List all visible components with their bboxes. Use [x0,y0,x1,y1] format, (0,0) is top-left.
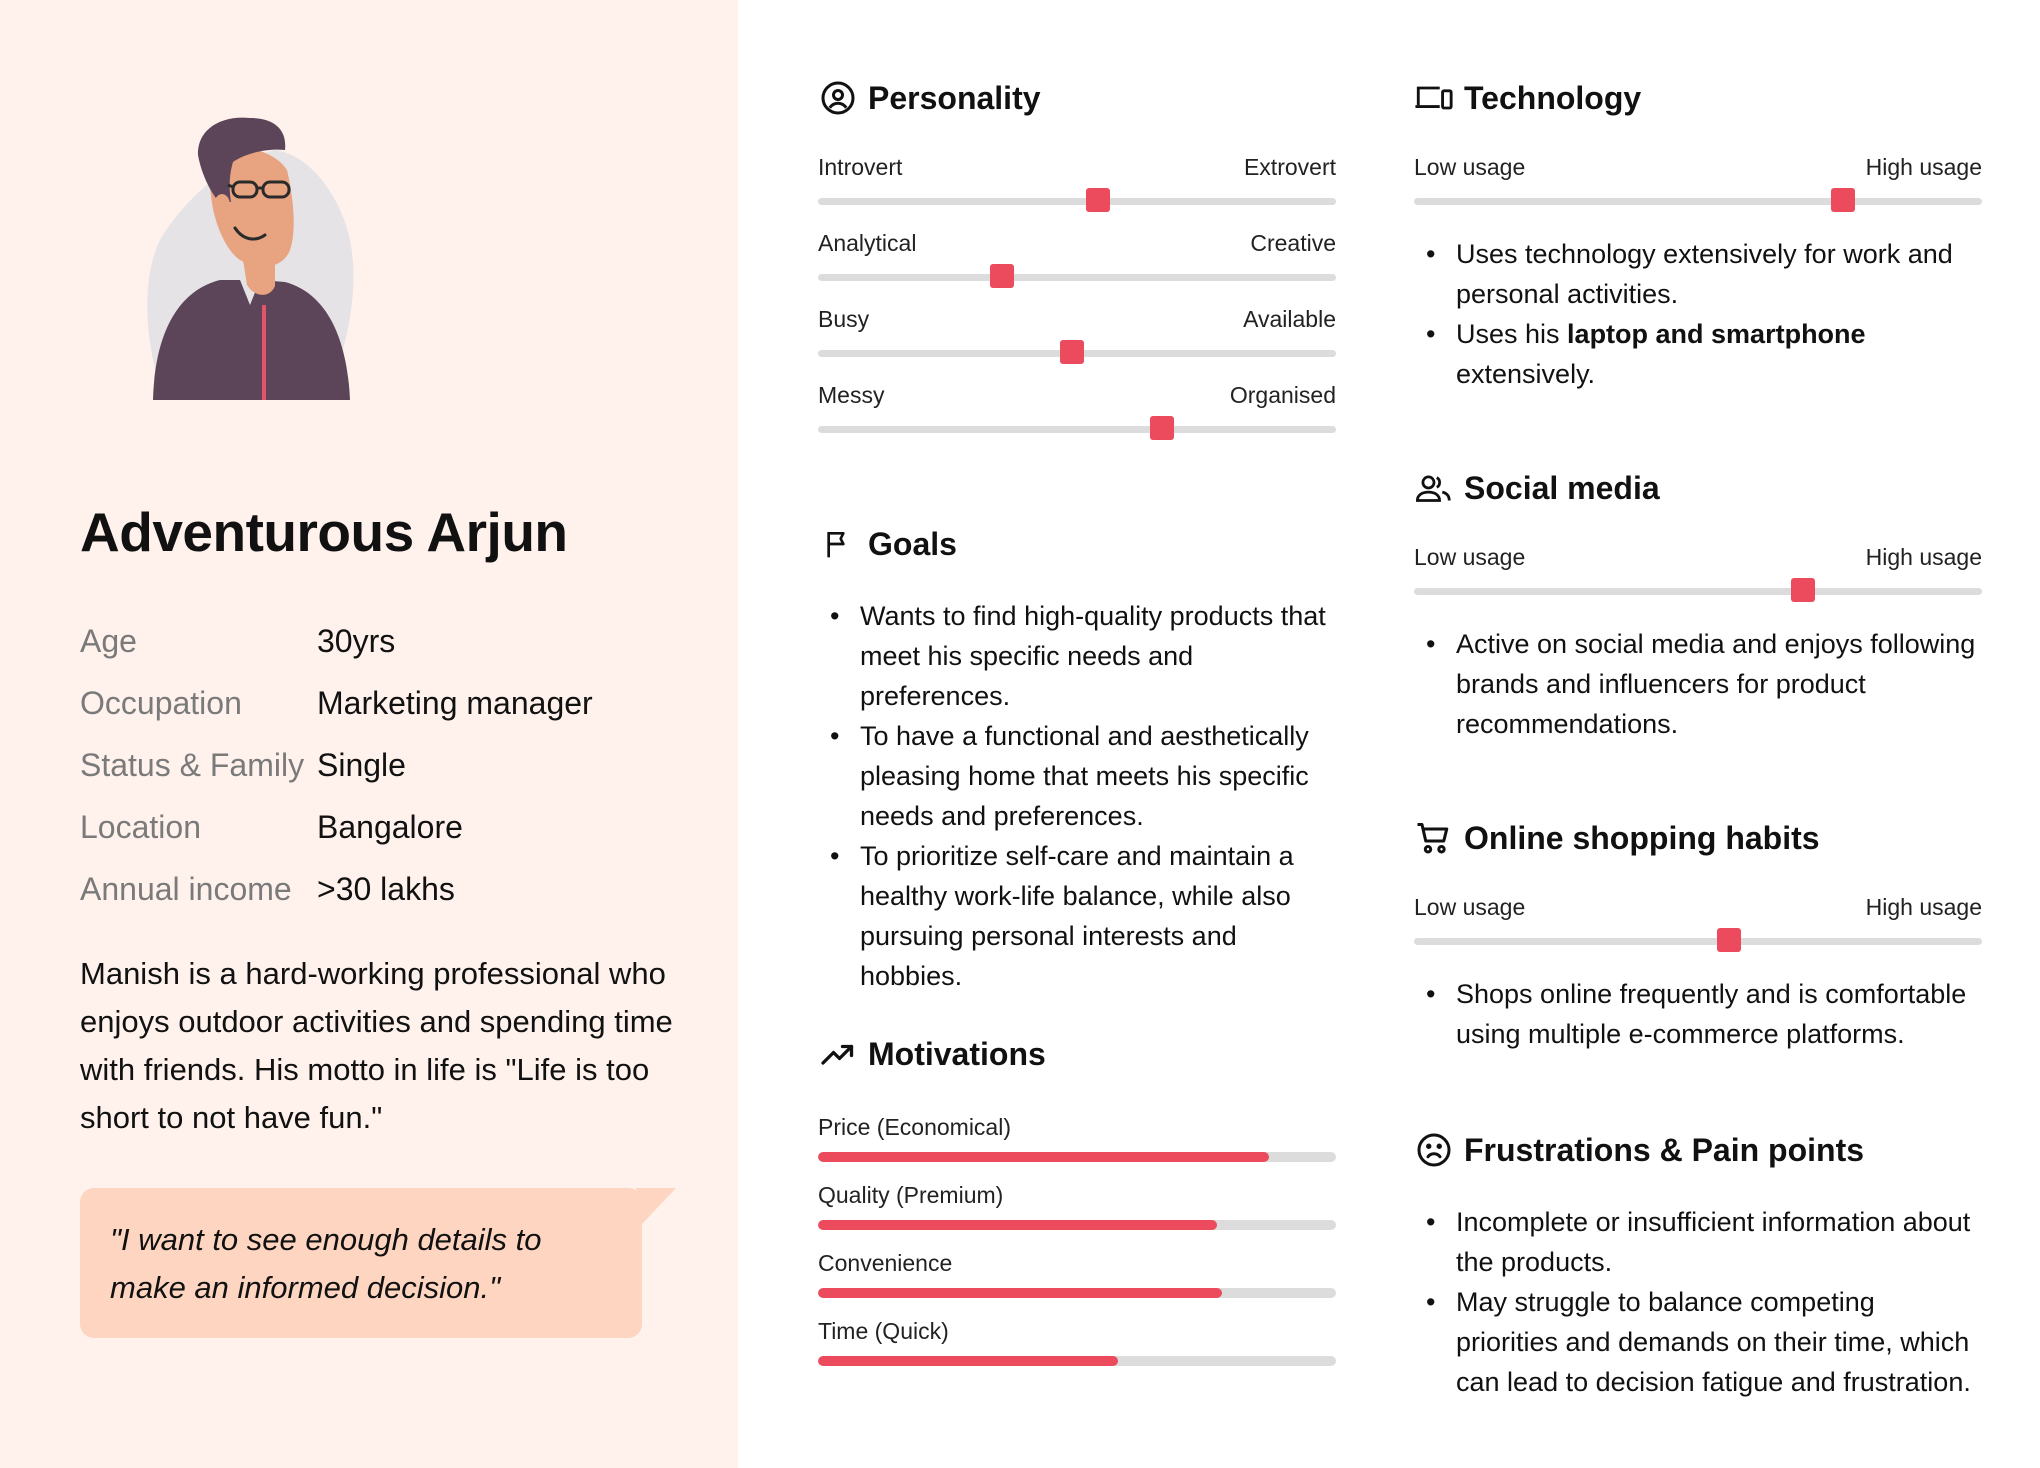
slider-right-label: High usage [1865,894,1982,920]
list-item: • Incomplete or insufficient information about the products. [1414,1202,1982,1282]
motivation-label: Quality (Premium) [818,1182,1004,1208]
list-item [1414,314,1982,394]
bold-text: laptop and smartphone [1567,319,1866,349]
info-label: Age [80,622,137,659]
slider-left-label: Analytical [818,230,917,256]
devices-icon [1414,78,1454,118]
slider-analytical-creative [818,230,1336,306]
motivation-fill [818,1288,1222,1298]
trending-up-icon [818,1034,858,1074]
list-item: • To prioritize self-care and maintain a healthy work-life balance, while also pursuing personal interests and hobbies. [818,836,1344,996]
list-item: • Shops online frequently and is comfortable using multiple e-commerce platforms. [1414,974,1982,1054]
slider-thumb[interactable] [1060,340,1084,364]
list-item: • Wants to find high-quality products that meet his specific needs and preferences. [818,596,1344,716]
slider-track [1414,938,1982,945]
quote-tail [636,1188,676,1228]
cart-icon [1414,818,1454,858]
user-circle-icon [818,78,858,118]
slider-track [1414,198,1982,205]
slider-right-label: High usage [1865,154,1982,180]
info-value: Single [317,746,406,783]
info-label: Location [80,808,201,845]
persona-panel [0,0,738,1468]
quote-bubble [80,1188,642,1338]
slider-right-label: Organised [1229,382,1336,408]
motivation-label: Convenience [818,1250,953,1276]
motivation-track [818,1220,1336,1230]
slider-track [818,198,1336,205]
slider-left-label: Messy [818,382,885,408]
slider-introvert-extrovert [818,154,1336,230]
list-item: • To have a functional and aesthetically pleasing home that meets his specific needs and preferences. [818,716,1344,836]
info-value: >30 lakhs [317,870,455,907]
frustrations-section [1414,1128,1982,1402]
info-label: Occupation [80,684,242,721]
section-title: Frustrations & Pain points [1464,1131,1865,1168]
slider-left-label: Low usage [1414,544,1526,570]
motivation-quality [818,1182,1336,1250]
section-title: Goals [868,525,957,562]
info-row-age [80,610,593,672]
slider-track [818,274,1336,281]
goals-section [818,522,1344,996]
slider-left-label: Busy [818,306,870,332]
slider-thumb[interactable] [1831,188,1855,212]
technology-section [1414,76,1982,394]
info-row-occupation [80,672,593,734]
section-title: Technology [1464,79,1642,116]
persona-info [80,610,593,920]
slider-right-label: Extrovert [1243,154,1336,180]
slider-thumb[interactable] [1150,416,1174,440]
flag-icon [818,524,858,564]
sad-face-icon [1414,1130,1454,1170]
info-row-income [80,858,593,920]
social-media-list [1414,624,1982,744]
list-item: • Active on social media and enjoys following brands and influencers for product recommendations. [1414,624,1982,744]
section-title: Personality [868,79,1041,116]
slider-thumb[interactable] [1791,578,1815,602]
motivation-convenience [818,1250,1336,1318]
text-span: Uses his [1456,319,1568,349]
technology-usage-slider [1414,154,1982,230]
info-value: 30yrs [317,622,396,659]
shopping-list [1414,974,1982,1054]
info-value: Marketing manager [317,684,593,721]
section-header [818,76,1336,120]
text-span: extensively. [1456,359,1596,389]
slider-right-label: Available [1243,306,1336,332]
online-shopping-section [1414,816,1982,1054]
section-header [818,1032,1336,1076]
motivation-time [818,1318,1336,1386]
frustrations-list [1414,1202,1982,1402]
motivations-bars [818,1114,1336,1386]
quote-text: "I want to see enough details to make an informed decision." [110,1222,542,1305]
motivation-track [818,1288,1336,1298]
slider-right-label: High usage [1865,544,1982,570]
slider-thumb[interactable] [990,264,1014,288]
social-media-usage-slider [1414,544,1982,620]
section-header [1414,76,1982,120]
avatar [125,110,395,410]
motivation-price [818,1114,1336,1182]
list-item: • May struggle to balance competing priorities and demands on their time, which can lead to decision fatigue and frustration. [1414,1282,1982,1402]
slider-left-label: Low usage [1414,894,1526,920]
slider-thumb[interactable] [1086,188,1110,212]
info-row-status [80,734,593,796]
info-value: Bangalore [317,808,463,845]
motivation-fill [818,1356,1118,1366]
section-title: Social media [1464,469,1660,506]
goals-list [818,596,1344,996]
technology-list [1414,234,1982,394]
shopping-usage-slider [1414,894,1982,970]
info-label: Annual income [80,870,292,907]
slider-right-label: Creative [1250,230,1336,256]
motivation-label: Price (Economical) [818,1114,1011,1140]
list-item: • Uses technology extensively for work and personal activities. [1414,234,1982,314]
motivation-label: Time (Quick) [818,1318,949,1344]
motivation-track [818,1152,1336,1162]
personality-sliders [818,154,1336,458]
slider-busy-available [818,306,1336,382]
section-header [1414,816,1982,860]
slider-track [818,350,1336,357]
section-header [1414,466,1982,510]
motivation-fill [818,1220,1217,1230]
personality-section [818,76,1336,458]
section-title: Motivations [868,1035,1046,1072]
motivation-track [818,1356,1336,1366]
motivation-fill [818,1152,1269,1162]
people-icon [1414,468,1454,508]
persona-name: Adventurous Arjun [80,501,568,563]
section-header [818,522,1344,566]
info-label: Status & Family [80,746,305,783]
slider-messy-organised [818,382,1336,458]
slider-track [1414,588,1982,595]
slider-left-label: Introvert [818,154,903,180]
info-row-location [80,796,593,858]
slider-thumb[interactable] [1717,928,1741,952]
motivations-section [818,1032,1336,1386]
slider-track [818,426,1336,433]
social-media-section [1414,466,1982,744]
persona-bio: Manish is a hard-working professional who enjoys outdoor activities and spending time with friends. His motto in life is "Life is too short to not have fun." [80,956,673,1135]
slider-left-label: Low usage [1414,154,1526,180]
section-header [1414,1128,1982,1172]
section-title: Online shopping habits [1464,819,1820,856]
